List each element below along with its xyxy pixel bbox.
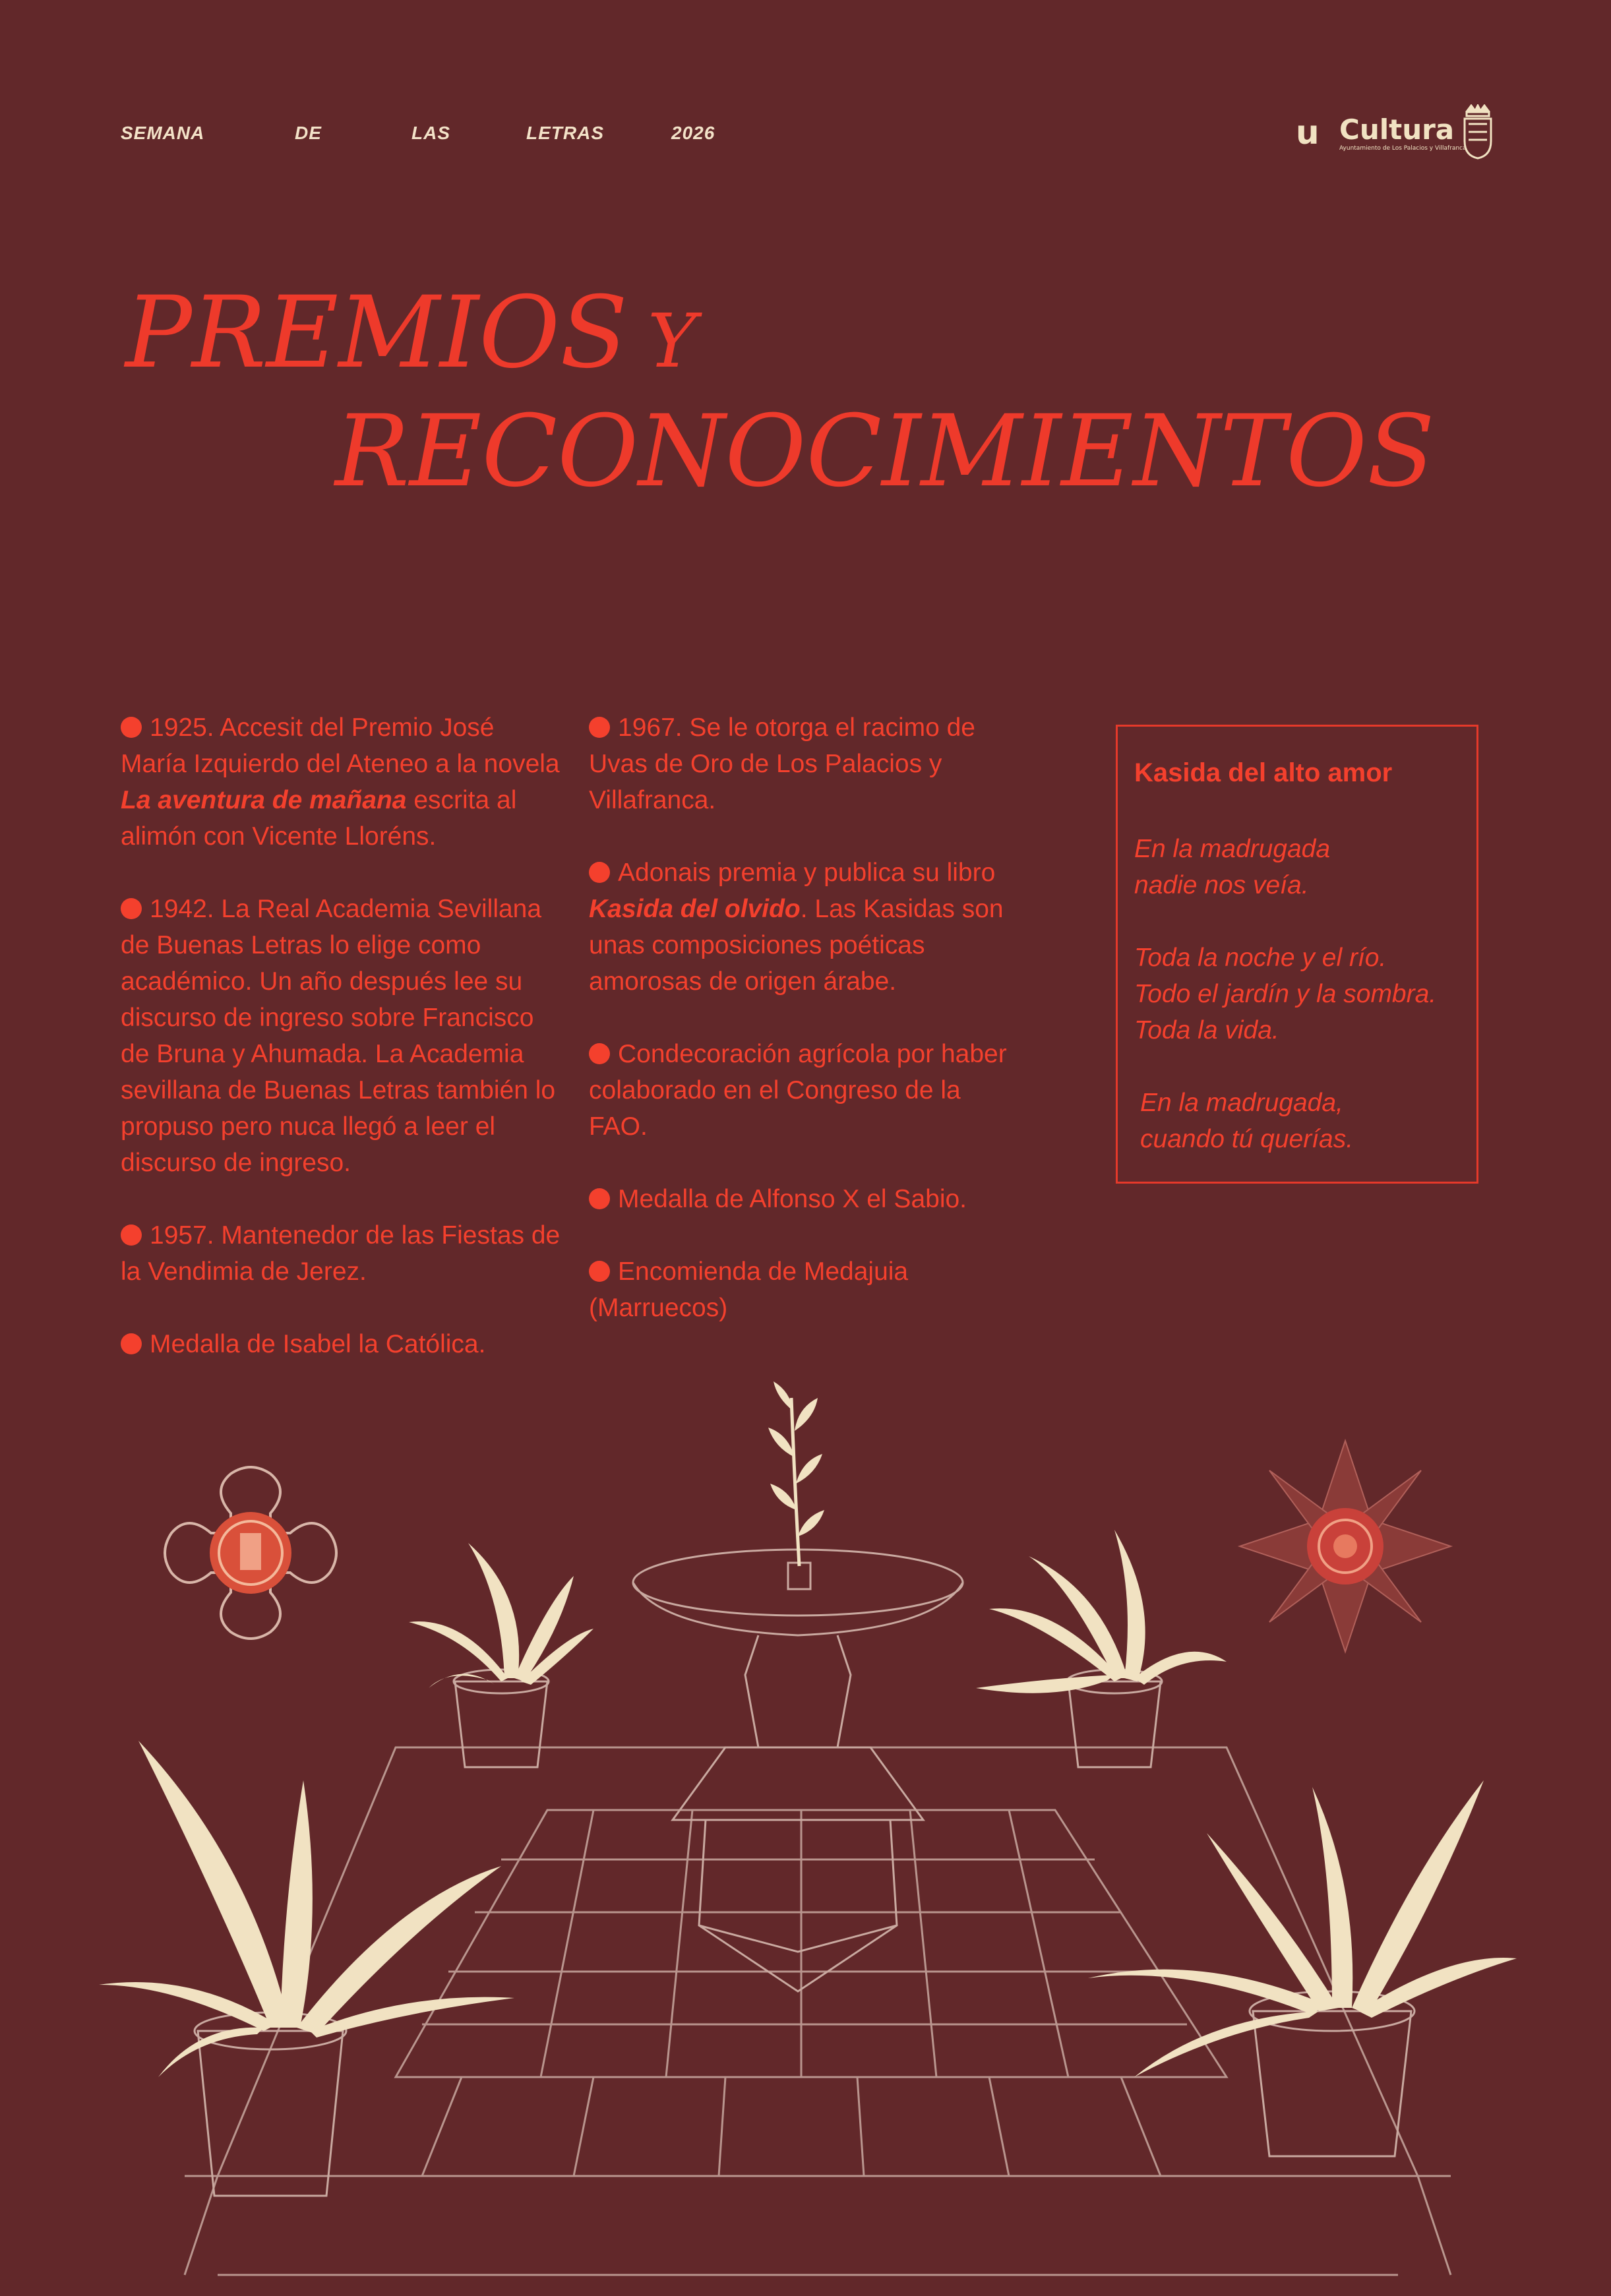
patio-illustration (0, 1372, 1611, 2296)
poem-title: Kasida del alto amor (1134, 758, 1393, 787)
award-text: . Las Kasidas son unas composiciones poéticas amorosas de origen árabe. (589, 895, 1004, 996)
award-text: Adonais premia y publica su libro (618, 859, 996, 887)
award-text: Condecoración agrícola por haber colaborado en el Congreso de la FAO. (589, 1040, 1007, 1141)
header-word-letras: LETRAS (526, 123, 604, 143)
poem-line: Todo el jardín y la sombra. (1134, 980, 1437, 1008)
title-line-2: RECONOCIMIENTOS (335, 394, 1435, 509)
header-word-de: DE (295, 123, 322, 143)
bullet-dot-icon (589, 1188, 610, 1209)
award-item (589, 1254, 1024, 1326)
logo-title: Cultura (1339, 113, 1455, 146)
poem-stanza-2 (1134, 940, 1436, 1048)
poem-line: En la madrugada, (1140, 1089, 1343, 1117)
award-item (589, 1181, 1024, 1217)
bullet-dot-icon (589, 1261, 610, 1282)
award-text: 1957. Mantenedor de las Fiestas de la Vendimia de Jerez. (121, 1221, 561, 1286)
poem-line: Toda la vida. (1134, 1016, 1279, 1044)
awards-column-left (121, 710, 562, 1399)
poem-line: cuando tú querías. (1140, 1125, 1354, 1153)
header-word-semana: SEMANA (121, 123, 205, 143)
poem-line: En la madrugada (1134, 835, 1331, 863)
potted-plant-icon (409, 1543, 593, 1767)
logo-mark: u (1296, 113, 1320, 152)
poem-stanza-1 (1134, 831, 1330, 903)
bullet-dot-icon (589, 862, 610, 883)
poem-stanza-3 (1140, 1085, 1353, 1157)
award-text: 1942. La Real Academia Sevillana de Buenas Letras lo elige como académico. Un año después lee su discurso de ingreso sobre Francisco de Bruna y Ahumada. La Academia sevillana de Buenas Letras también lo propuso pero nuca llegó a leer el discurso de ingreso. (121, 895, 556, 1177)
poem-line: nadie nos veía. (1134, 871, 1309, 899)
award-text: Medalla de Isabel la Católica. (150, 1330, 486, 1358)
award-item (589, 710, 1024, 818)
poem-line: Toda la noche y el río. (1134, 944, 1387, 972)
bullet-dot-icon (121, 1333, 142, 1354)
title-connector: Y (647, 299, 696, 384)
bullet-dot-icon (121, 717, 142, 738)
header-word-las: LAS (411, 123, 450, 143)
header-word-year: 2026 (671, 123, 715, 143)
bullet-dot-icon (121, 1224, 142, 1246)
bullet-dot-icon (121, 898, 142, 919)
award-text: 1967. Se le otorga el racimo de Uvas de Oro de Los Palacios y Villafranca. (589, 713, 976, 814)
award-item (121, 710, 562, 855)
fountain-illustration (633, 1550, 963, 1991)
award-item (589, 1036, 1024, 1145)
potted-plant-icon (976, 1530, 1227, 1767)
cultura-logo[interactable] (1296, 104, 1507, 164)
title-line-1 (125, 276, 696, 391)
award-item (121, 891, 562, 1181)
bullet-dot-icon (589, 1043, 610, 1064)
fountain-sprig (768, 1381, 824, 1566)
bullet-dot-icon (589, 717, 610, 738)
book-title: La aventura de mañana (121, 786, 407, 814)
awards-column-right (589, 710, 1024, 1362)
title-premios: PREMIOS (125, 276, 628, 390)
poem-box (1116, 725, 1478, 1184)
award-item (121, 1217, 562, 1290)
medal-star-icon (1240, 1441, 1451, 1652)
book-title: Kasida del olvido (589, 895, 801, 923)
potted-plant-icon (1088, 1780, 1517, 2156)
potted-plant-icon (99, 1741, 514, 2196)
coat-of-arms-icon (1461, 104, 1495, 160)
logo-subtitle: Ayuntamiento de Los Palacios y Villafranca (1339, 145, 1467, 152)
award-text: 1925. Accesit del Premio José María Izquierdo del Ateneo a la novela (121, 713, 560, 778)
award-text: Medalla de Alfonso X el Sabio. (618, 1185, 967, 1213)
award-item (121, 1326, 562, 1362)
award-text: escrita al alimón con Vicente Lloréns. (121, 786, 517, 851)
award-text: Encomienda de Medajuia (Marruecos) (589, 1257, 909, 1322)
medal-cross-icon (165, 1467, 336, 1639)
award-item (589, 855, 1024, 1000)
